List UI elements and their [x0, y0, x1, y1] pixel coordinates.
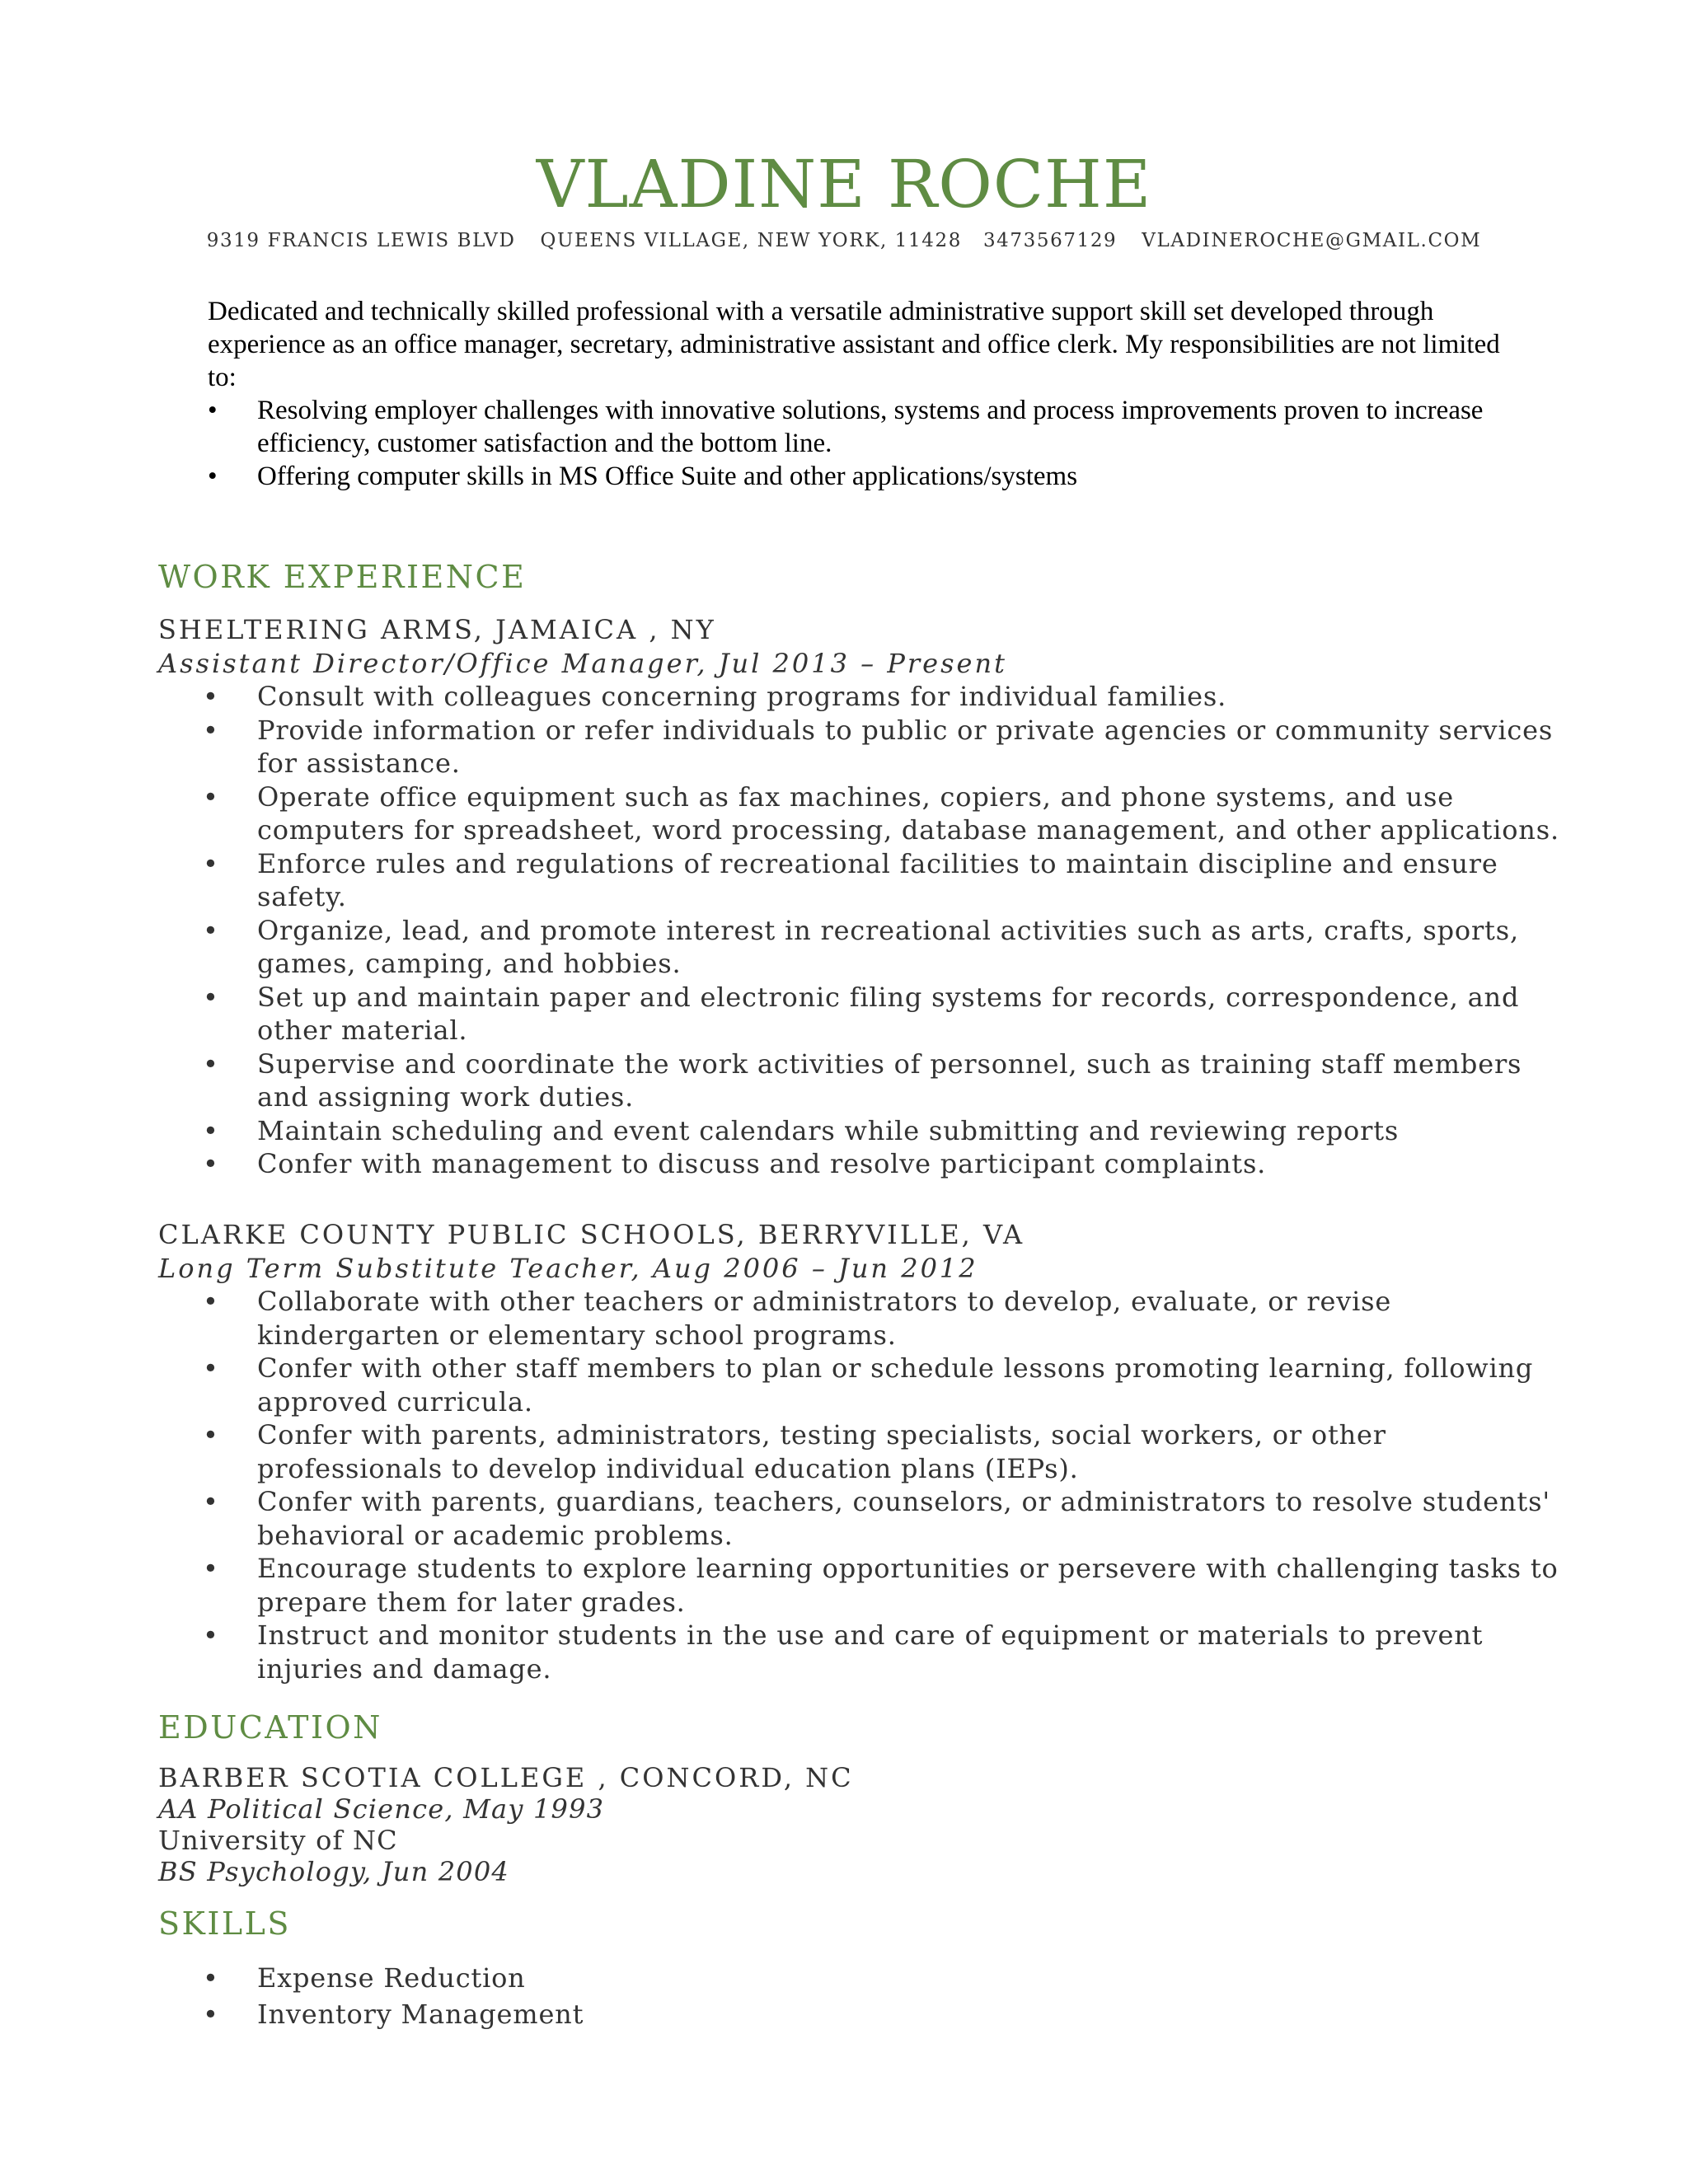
- contact-line: [0, 226, 1688, 255]
- duty-text: Provide information or refer individuals to public or private agencies or community services for assistance.: [257, 714, 1554, 779]
- summary-bullet-text: Resolving employer challenges with innovative solutions, systems and process improvements proven to increase efficiency, customer satisfaction and the bottom line.: [257, 396, 1484, 458]
- skills-heading: SKILLS: [158, 1905, 291, 1942]
- bullet-icon: •: [208, 396, 218, 425]
- list-item: [158, 1485, 1559, 1552]
- education-degree: AA Political Science, May 1993: [158, 1793, 605, 1825]
- duty-text: Operate office equipment such as fax machines, copiers, and phone systems, and use computers for spreadsheet, word processing, database management, and other applications.: [257, 780, 1559, 846]
- education-school: University of NC: [158, 1825, 398, 1856]
- list-item: [158, 914, 1559, 981]
- candidate-name: VLADINE ROCHE: [536, 146, 1152, 223]
- contact-address: 9319 FRANCIS LEWIS BLVD: [206, 230, 516, 251]
- duty-text: Collaborate with other teachers or administrators to develop, evaluate, or revise kindergarten or elementary school programs.: [257, 1286, 1392, 1351]
- bullet-icon: •: [203, 1419, 219, 1451]
- list-item: [208, 394, 1526, 460]
- bullet-icon: •: [208, 462, 218, 491]
- bullet-icon: •: [203, 780, 219, 813]
- bullet-icon: •: [203, 681, 219, 712]
- contact-email: VLADINEROCHE@GMAIL.COM: [1142, 230, 1482, 251]
- duty-text: Encourage students to explore learning opportunities or persevere with challenging tasks to prepare them for later grades.: [257, 1553, 1559, 1618]
- skill-text: Expense Reduction: [257, 1962, 526, 1994]
- list-item: [158, 1114, 1559, 1148]
- list-item: [158, 1552, 1559, 1619]
- list-item: [158, 714, 1559, 780]
- job-duties-list: [158, 680, 1559, 1181]
- list-item: [158, 1996, 1559, 2032]
- list-item: [158, 1960, 1559, 1996]
- education-degree: BS Psychology, Jun 2004: [158, 1856, 509, 1887]
- list-item: [158, 1352, 1559, 1418]
- list-item: [158, 1047, 1559, 1114]
- bullet-icon: •: [203, 981, 219, 1013]
- list-item: [158, 680, 1559, 714]
- duty-text: Supervise and coordinate the work activities of personnel, such as training staff members and assigning work duties.: [257, 1047, 1522, 1113]
- duty-text: Consult with colleagues concerning programs for individual families.: [257, 681, 1227, 712]
- duty-text: Set up and maintain paper and electronic filing systems for records, correspondence, and other material.: [257, 981, 1520, 1046]
- education-school: BARBER SCOTIA COLLEGE , CONCORD, NC: [158, 1762, 854, 1793]
- bullet-icon: •: [203, 1047, 219, 1080]
- list-item: [158, 1619, 1559, 1685]
- skill-text: Inventory Management: [257, 1999, 584, 2030]
- summary-bullet-list: [208, 394, 1526, 493]
- list-item: [158, 981, 1559, 1047]
- bullet-icon: •: [203, 714, 219, 746]
- list-item: [208, 460, 1526, 493]
- duty-text: Confer with parents, administrators, testing specialists, social workers, or other professionals to develop individual education plans (IEPs).: [257, 1419, 1386, 1484]
- bullet-icon: •: [203, 1148, 219, 1179]
- list-item: [158, 1285, 1559, 1352]
- duty-text: Organize, lead, and promote interest in recreational activities such as arts, crafts, sports, games, camping, and hobbies.: [257, 914, 1519, 979]
- list-item: [158, 1147, 1559, 1181]
- duty-text: Enforce rules and regulations of recreational facilities to maintain discipline and ensure safety.: [257, 847, 1498, 912]
- duty-text: Confer with parents, guardians, teachers, counselors, or administrators to resolve students' behavioral or academic problems.: [257, 1486, 1550, 1551]
- list-item: [158, 847, 1559, 914]
- job-role: Assistant Director/Office Manager, Jul 2013 – Present: [158, 648, 1007, 679]
- skills-list: [158, 1960, 1559, 2032]
- list-item: [158, 1418, 1559, 1485]
- job-entry: [158, 613, 1559, 1181]
- education-section: [158, 1762, 1559, 1887]
- duty-text: Confer with other staff members to plan or schedule lessons promoting learning, following approved curricula.: [257, 1352, 1534, 1418]
- job-entry: [158, 1218, 1559, 1685]
- duty-text: Instruct and monitor students in the use and care of equipment or materials to prevent injuries and damage.: [257, 1619, 1484, 1685]
- summary-bullet-text: Offering computer skills in MS Office Suite and other applications/systems: [257, 462, 1078, 491]
- bullet-icon: •: [203, 1553, 219, 1584]
- skills-section: [158, 1960, 1559, 2032]
- work-experience-heading: WORK EXPERIENCE: [158, 559, 527, 595]
- bullet-icon: •: [203, 1114, 219, 1146]
- bullet-icon: •: [203, 1286, 219, 1317]
- list-item: [158, 780, 1559, 847]
- duty-text: Confer with management to discuss and resolve participant complaints.: [257, 1148, 1267, 1179]
- job-role: Long Term Substitute Teacher, Aug 2006 – Jun 2012: [158, 1253, 978, 1284]
- bullet-icon: •: [203, 1352, 219, 1384]
- bullet-icon: •: [203, 914, 219, 946]
- contact-phone: 3473567129: [982, 230, 1118, 251]
- education-heading: EDUCATION: [158, 1709, 382, 1746]
- bullet-icon: •: [203, 1962, 219, 1994]
- bullet-icon: •: [203, 847, 219, 879]
- summary-section: [208, 295, 1526, 493]
- bullet-icon: •: [203, 1619, 219, 1651]
- summary-text: Dedicated and technically skilled professional with a versatile administrative support skill set developed through experience as an office manager, secretary, administrative assistant and office clerk. My responsibilities are not limited to:: [208, 297, 1500, 392]
- bullet-icon: •: [203, 1999, 219, 2030]
- contact-city: QUEENS VILLAGE, NEW YORK, 11428: [540, 230, 962, 251]
- job-duties-list: [158, 1285, 1559, 1685]
- job-employer: SHELTERING ARMS, JAMAICA , NY: [158, 614, 716, 645]
- duty-text: Maintain scheduling and event calendars while submitting and reviewing reports: [257, 1114, 1400, 1146]
- job-employer: CLARKE COUNTY PUBLIC SCHOOLS, BERRYVILLE, VA: [158, 1219, 1025, 1250]
- bullet-icon: •: [203, 1486, 219, 1517]
